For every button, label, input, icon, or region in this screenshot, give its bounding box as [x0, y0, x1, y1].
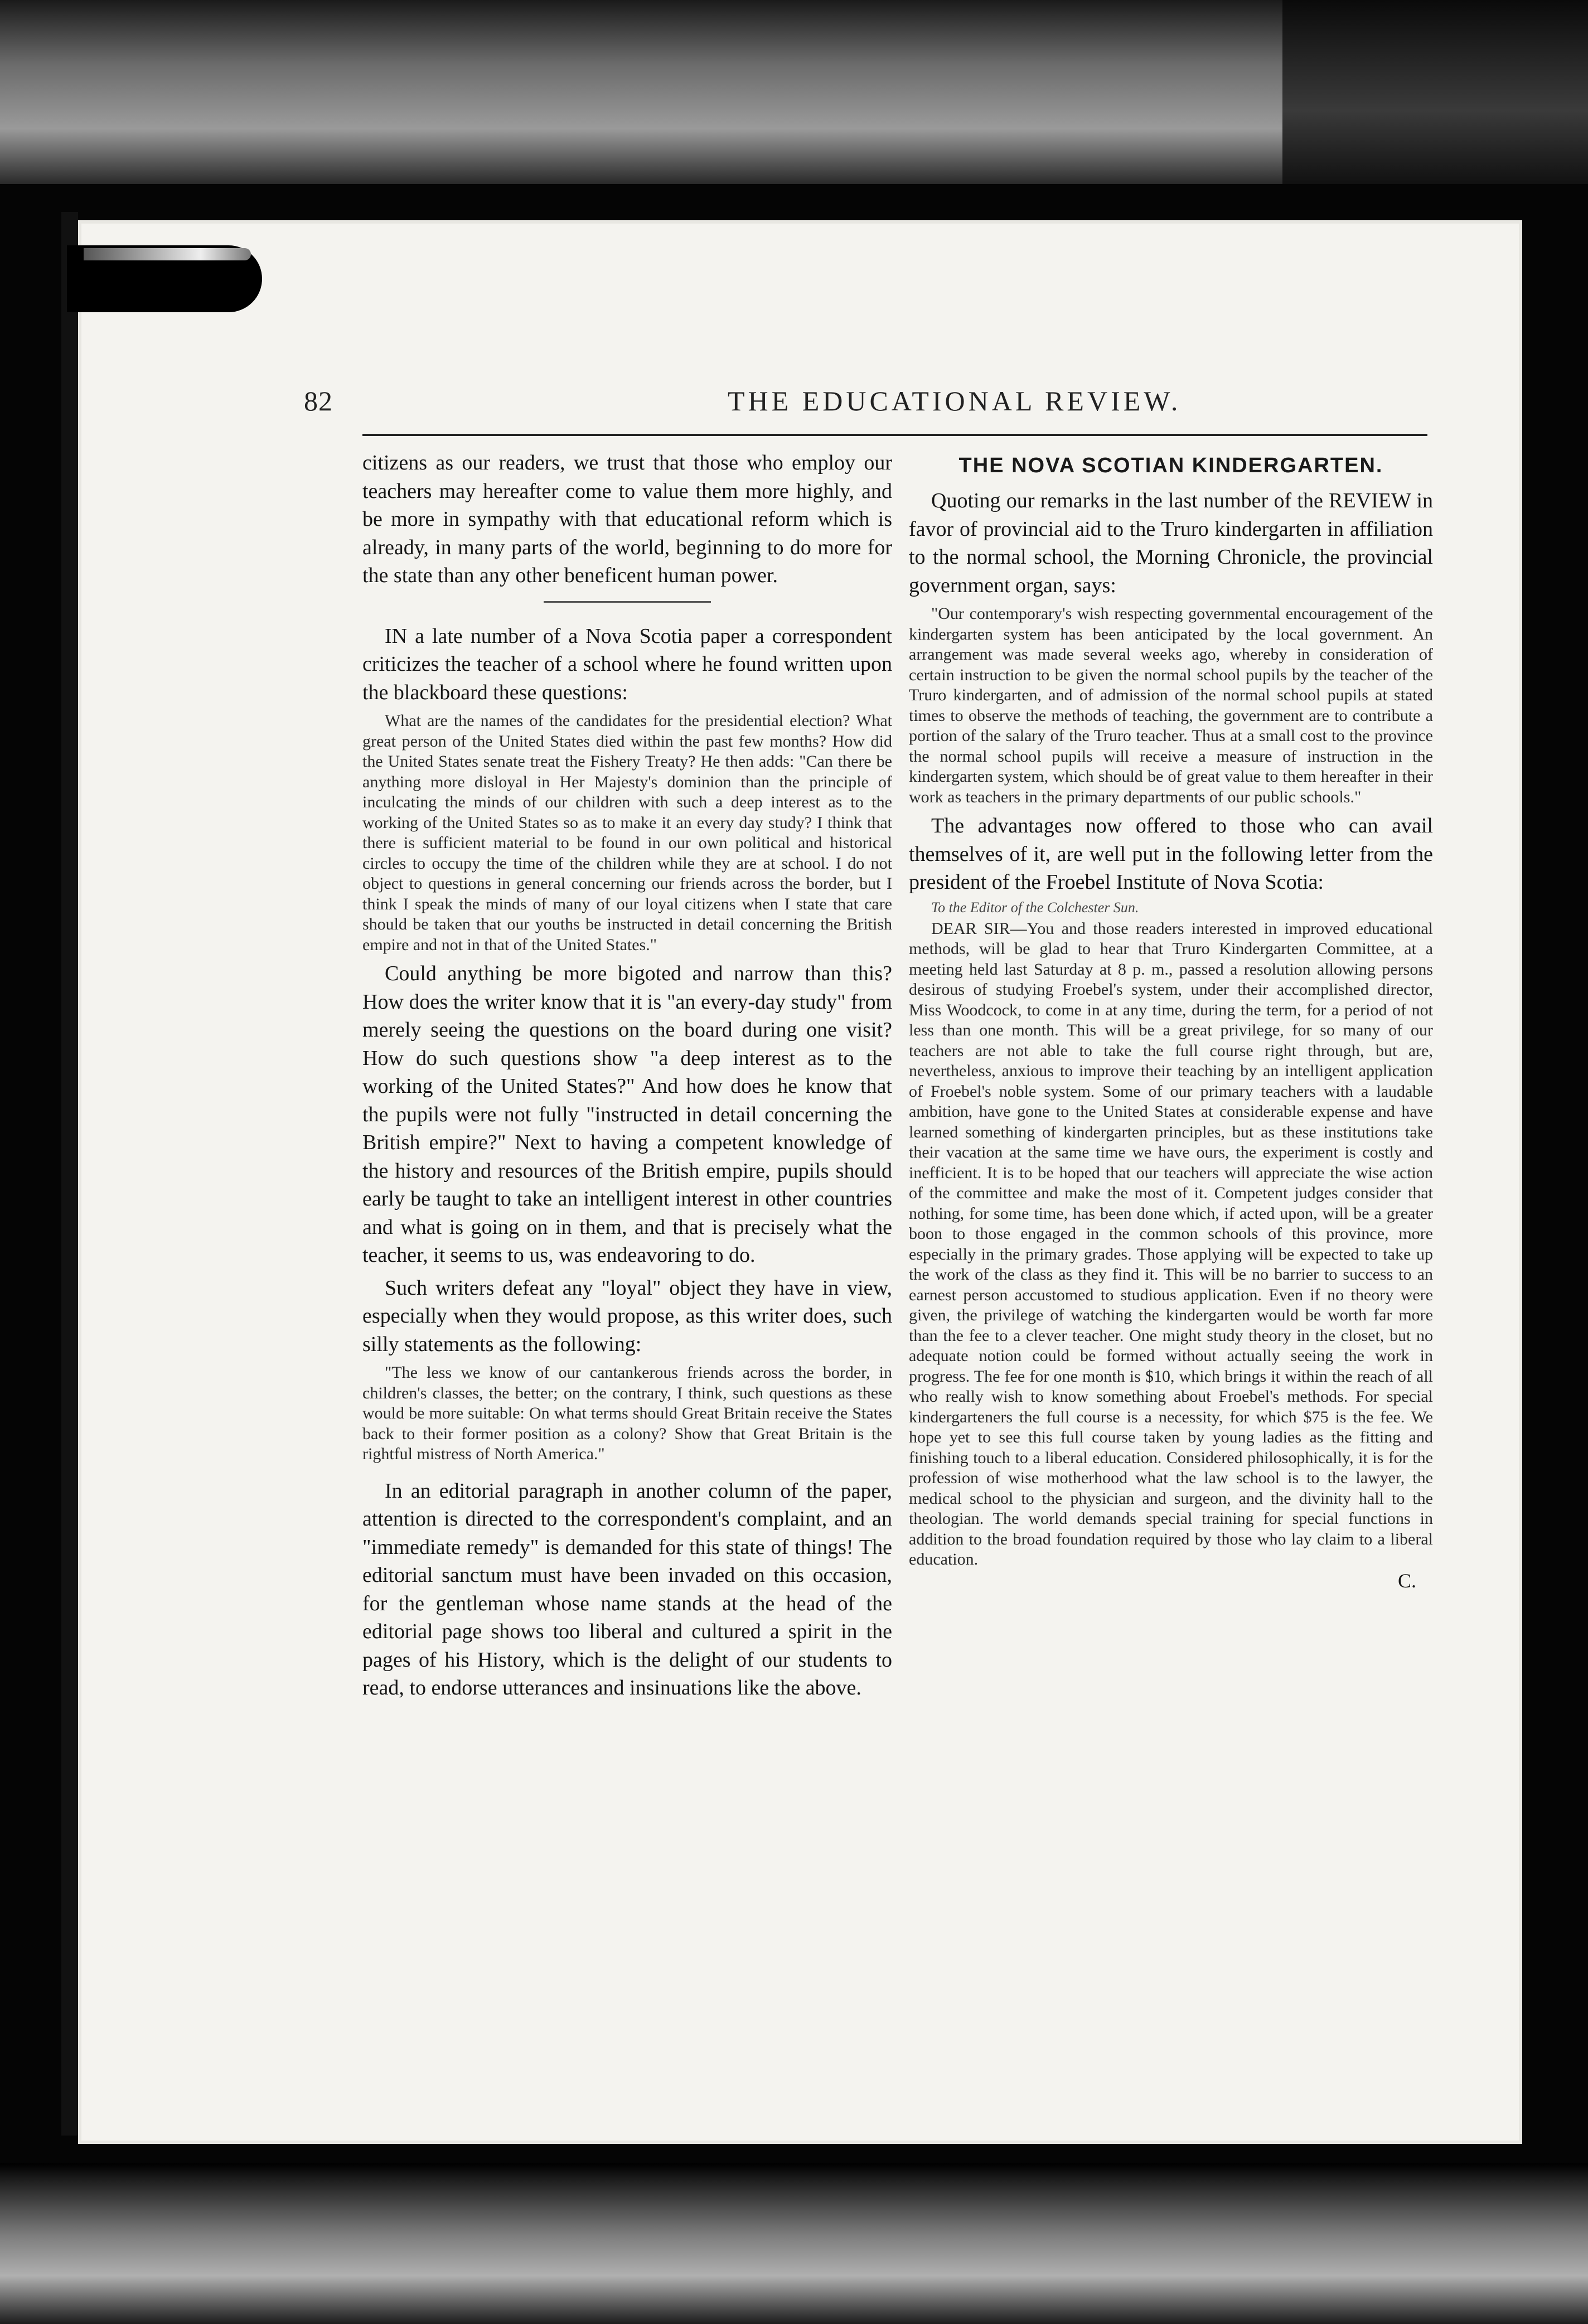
paragraph: Such writers defeat any "loyal" object they have in view, especially when they would propose, as this writer does, such silly statements as the following: — [362, 1276, 892, 1356]
letter-address: To the Editor of the Colchester Sun. — [931, 899, 1139, 916]
header-rule — [362, 434, 1427, 436]
letter-body: DEAR SIR—You and those readers interested in improved educational methods, will be glad to hear that Truro Kindergarten Committee, at a meeting held last Saturday at 8 p. m., passed a resolution allowing persons desirous of studying Froebel's system, under their accomplished director, Miss Woodcock, to come in at any time, during the term, for a period of not less than one month. This will be a great privilege, for so many of our teachers are not able to take the full course right through, but are, nevertheless, anxious to improve their teaching by an intelligent application of Froebel's noble system. Some of our primary teachers with a laudable ambition, have gone to the United States at considerable expense and have learned something of kindergarten principles, but as these institutions take their vacation at the same time we have ours, the experiment is costly and inefficient. It is to be hoped that our teachers will appreciate the wise action of the committee and make the most of it. Competent judges consider that nothing, for some time, has been done which, if acted upon, will be a greater boon to those engaged in the common schools of this province, more especially in the primary grades. Those applying will be expected to take up the work of the class as they find it. This will be no barrier to success to an earnest person accustomed to studious application. Even if no theory were given, the privilege of watching the kindergarten would be worth far more than the fee to a clever teacher. One might study theory in the closet, but no adequate notion could be formed without actually seeing the work in progress. The fee for one month is $10, which brings it within the reach of all who really wish to know something about Froebel's methods. For special kindergarteners the full course is a necessity, for which $75 is the fee. We hope yet to see this full course taken by young ladies as the fitting and finishing touch to a liberal education. Considered philosophically, it is for the profession of wise motherhood what the law school is to the lawyer, the medical school to the physician and surgeon, and the divinity hall to the theologian. The world demands special training for special functions in addition to the broad foundation required by those who lay claim to a liberal education. — [909, 919, 1433, 1568]
paragraph: Quoting our remarks in the last number of the REVIEW in favor of provincial aid to the Truro kindergarten in affiliation to the normal school, the Morning Chronicle, the provincial government organ, says: — [909, 489, 1433, 597]
paragraph: citizens as our readers, we trust that those who employ our teachers may hereafter come to value them more highly, and be more in sympathy with that educational reform which is already, in many parts of the world, beginning to do more for the state than any other beneficent human power. — [362, 451, 892, 587]
section-divider — [544, 601, 711, 603]
journal-title: THE EDUCATIONAL REVIEW. — [728, 385, 1182, 417]
running-head — [304, 385, 1436, 435]
scanner-background-top-right — [1282, 0, 1588, 184]
block-quote: "The less we know of our cantankerous friends across the border, in children's classes, the better; on the contrary, I think, such questions as these would be more suitable: On what terms should Great Britain receive the States back to their former position as a colony? Show that Great Britain is the rightful mistress of North America." — [362, 1363, 892, 1463]
block-quote: "Our contemporary's wish respecting governmental encouragement of the kindergarten system has been anticipated by the local government. An arrangement was made several weeks ago, whereby in consideration of certain instruction to be given the normal school pupils by the teacher of the Truro kindergarten, and of admission of the normal school pupils at stated times to observe the methods of teaching, the government are to contribute a portion of the salary of the Truro teacher. Thus at a small cost to the province the normal school pupils will receive a measure of instruction in the kindergarten system, which should be of great value to them hereafter in their work as teachers in the primary departments of our public schools." — [909, 604, 1433, 806]
paragraph: The advantages now offered to those who can avail themselves of it, are well put in the following letter from the president of the Froebel Institute of Nova Scotia: — [909, 814, 1433, 894]
paragraph: In an editorial paragraph in another column of the paper, attention is directed to the correspondent's complaint, and an "immediate remedy" is demanded for this state of things! The editorial sanctum must have been invaded on this occasion, for the gentleman whose name stands at the head of the editorial page shows too liberal and cultured a spirit in the pages of his History, which is the delight of our students to read, to endorse utterances and insinuations like the above. — [362, 1479, 892, 1700]
scanner-background-bottom — [0, 2163, 1588, 2324]
section-heading: THE NOVA SCOTIAN KINDERGARTEN. — [958, 454, 1383, 477]
paragraph: IN a late number of a Nova Scotia paper a correspondent criticizes the teacher of a school where he found written upon the blackboard these questions: — [362, 624, 892, 704]
page-binding-edge — [61, 212, 78, 2136]
page-number: 82 — [304, 385, 333, 417]
right-column — [909, 449, 1433, 1591]
block-quote: What are the names of the candidates for the presidential election? What great person of the United States died within the past few months? How did the United States senate treat the Fishery Treaty? He then adds: "Can there be anything more disloyal in Her Majesty's dominion than the principle of inculcating the minds of our children with such a deep interest as to the working of the United States so as to make it an every day study? I think that there is sufficient material to be found in our own political and historical circles to occupy the time of the children while they are at school. I do not object to questions in general concerning our friends across the border, but I think I speak the minds of many of our loyal citizens when I state that care should be taken that our youths be instructed in detail concerning the British empire and not in that of the United States." — [362, 711, 892, 954]
signature: C. — [1397, 1569, 1416, 1592]
page-clip-highlight — [84, 248, 251, 260]
paragraph: Could anything be more bigoted and narrow than this? How does the writer know that it is "an every-day study" from merely seeing the questions on the board during one visit? How do such questions show "a deep interest as to the working of the United States?" And how does he know that the pupils were not fully "instructed in detail concerning the British empire?" Next to having a competent knowledge of the history and resources of the British empire, pupils should early be taught to take an intelligent interest in other countries and what is going on in them, and that is precisely what the teacher, it seems to us, was endeavoring to do. — [362, 962, 892, 1267]
left-column — [362, 449, 892, 1702]
